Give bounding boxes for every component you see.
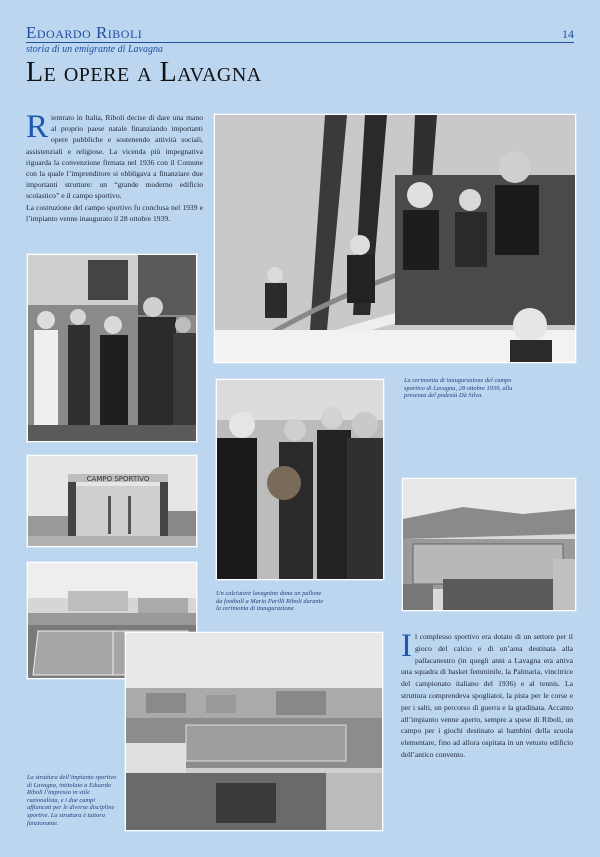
- photo-crowd: [27, 254, 197, 442]
- photo-stadium-entrance: [27, 455, 197, 547]
- photo-stadium-aerial: [402, 478, 576, 611]
- intro-text: [26, 109, 203, 224]
- page-title: Le opere a Lavagna: [26, 57, 262, 88]
- intro-dropcap: R: [26, 109, 49, 145]
- caption-structure: La struttura dell’impianto sportivo di Lavagna, intitolato a Edoardo Riboli l’impresso in stile razionalista, e i due campi affiancati per le diverse discipline sportive. La struttura è tuttora funzionante.: [27, 774, 117, 827]
- photo-ceremony-stand: [214, 114, 576, 363]
- stadium-sign-text: CAMPO SPORTIVO: [86, 475, 150, 483]
- intro-paragraph-2: La costruzione del campo sportivo fu conclusa nel 1939 e l’impianto venne inaugurato il 28 ottobre 1939.: [26, 202, 203, 223]
- header-rule: [26, 42, 574, 43]
- intro-paragraph: ientrato in Italia, Riboli decise di dare una mano al proprio paese natale finanziando importanti opere pubbliche e sostenendo attività sociali, assistenziali e religiose. La vicenda più impegnativa riguarda la convenzione firmata nel 1936 con il Comune con la quale l’imprenditore si obbligava a finanziare due importanti strutture: un “grande moderno edificio scolastico” e il campo sportivo.: [26, 113, 203, 201]
- caption-footballer: Un calciatore lavagnino dona un pallone da football a Maria Parilli Riboli durante la cerimonia di inaugurazione.: [216, 590, 324, 613]
- photo-footballer: [216, 379, 384, 580]
- page-number: 14: [562, 27, 574, 41]
- header-name: Edoardo Riboli: [26, 23, 143, 42]
- body2-paragraph: l complesso sportivo era dotato di un settore per il gioco del calcio e di un’area destinata alla pallacanestro (in quegli anni a Lavagna era attiva una squadra di basket femminile, la Palmaria, vincitrice del campionato italiano del 1936) e al tennis. La struttura comprendeva spogliatoi, la pista per le corse e per i salti, un percorso di guerra e la gradinata. Accanto all’impianto venne aperto, sempre a spese di Riboli, un campo per i giochi destinato ai bambini della scuola elementare, fino ad allora ospitata in un vetusto edificio dell’antico convento.: [401, 632, 573, 759]
- body2-dropcap: I: [401, 628, 412, 664]
- caption-ceremony: La cerimonia di inaugurazione del campo sportivo di Lavagna, 28 ottobre 1939, alla presenza del podestà Dà Silva.: [404, 377, 513, 400]
- header-subtitle: storia di un emigrante di Lavagna: [26, 44, 163, 55]
- photo-town-view: [125, 632, 383, 831]
- body-text-2: [401, 628, 573, 761]
